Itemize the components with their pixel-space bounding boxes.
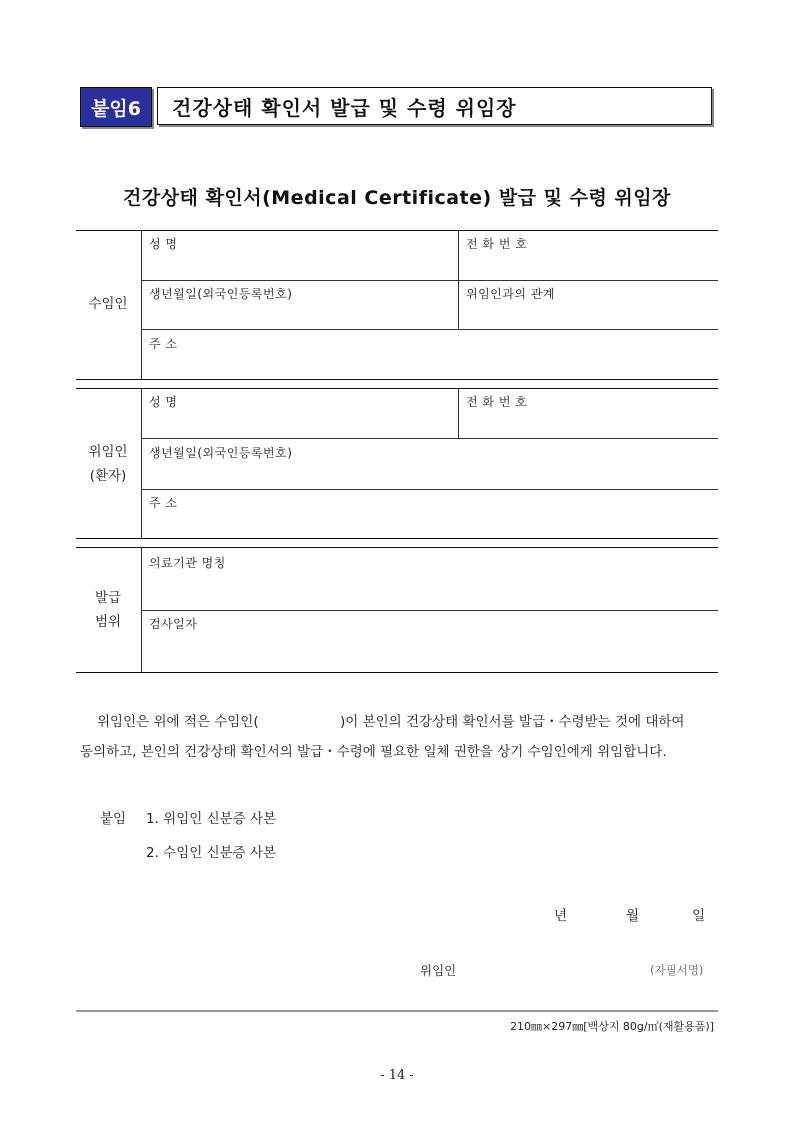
- scope-section-sublabel: 범위: [94, 614, 122, 630]
- attachment-item-1: 1. 위임인 신분증 사본: [146, 811, 277, 827]
- header-title: 건강상태 확인서 발급 및 수령 위임장: [172, 95, 517, 120]
- proxy-address-label: 주 소: [149, 337, 178, 351]
- institution-name-label: 의료기관 명칭: [149, 556, 226, 570]
- statement-line1-suffix: )이 본인의 건강상태 확인서를 발급・수령받는 것에 대하여: [340, 714, 685, 730]
- proxy-phone-label: 전 화 번 호: [466, 237, 528, 251]
- proxy-section-label: 수임인: [88, 296, 128, 312]
- statement-line2: 동의하고, 본인의 건강상태 확인서의 발급・수령에 필요한 일체 권한을 상기 수임인에게 위임합니다.: [80, 744, 667, 760]
- delegator-phone-label: 전 화 번 호: [466, 395, 528, 409]
- statement-line1-prefix: 위임인은 위에 적은 수임인(: [97, 714, 259, 730]
- delegator-name-label: 성 명: [149, 395, 178, 409]
- exam-date-label: 검사일자: [149, 617, 198, 631]
- delegator-address-label: 주 소: [149, 496, 178, 510]
- attachments-label: 붙임: [100, 811, 127, 827]
- document-title: 건강상태 확인서(Medical Certificate) 발급 및 수령 위임장: [123, 187, 671, 209]
- date-year-label: 년: [554, 908, 568, 924]
- date-month-label: 월: [626, 908, 640, 924]
- page-number: - 14 -: [380, 1068, 414, 1083]
- delegator-section-label: 위임인: [88, 444, 128, 460]
- proxy-birth-label: 생년월일(외국인등록번호): [149, 287, 293, 301]
- proxy-name-label: 성 명: [149, 237, 178, 251]
- attachment-tag: 붙임6: [80, 87, 152, 127]
- scope-section-label: 발급: [94, 590, 122, 606]
- attachment-item-2: 2. 수임인 신분증 사본: [146, 845, 277, 861]
- date-day-label: 일: [692, 908, 706, 924]
- footer-rule: [76, 1010, 718, 1012]
- delegator-section-sublabel: (환자): [89, 468, 127, 484]
- paper-spec: 210㎜×297㎜[백상지 80g/㎡(재활용품)]: [510, 1020, 714, 1033]
- header-title-box: [157, 87, 712, 125]
- signature-note: (자필서명): [650, 963, 704, 977]
- signature-label: 위임인: [420, 963, 457, 978]
- delegator-birth-label: 생년월일(외국인등록번호): [149, 446, 293, 460]
- proxy-relation-label: 위임인과의 관계: [466, 287, 555, 301]
